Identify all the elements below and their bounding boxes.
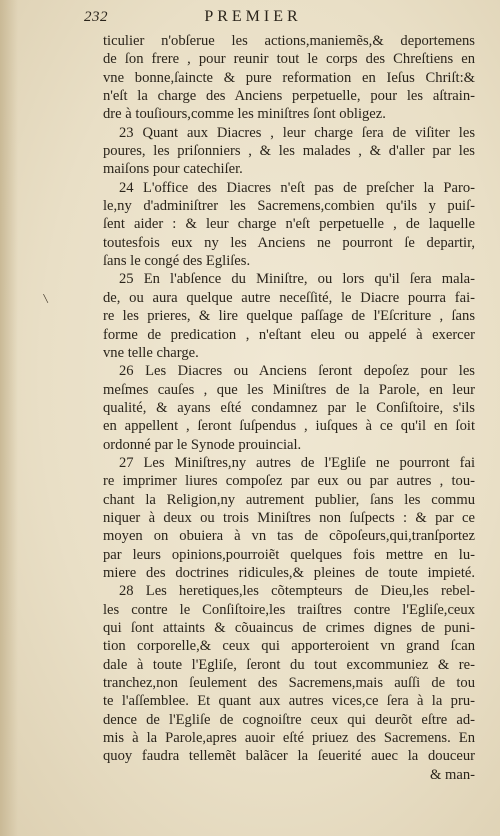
text-line: meſmes cauſes , que les Miniſtres de la Parole, en leur	[103, 381, 475, 398]
text-line: forme de predication , n'eſtant eleu ou appelé à exercer	[103, 326, 475, 343]
running-title: PREMIER	[204, 8, 302, 25]
text-line: dre à touſiours,comme les miniſtres ſont obligez.	[103, 106, 386, 123]
text-line: vne telle charge.	[103, 344, 199, 361]
text-line: chant la Religion,ny autrement publier, ſans les commu	[103, 491, 475, 508]
text-line: de ſon frere , pour reunir tout le corps des Chreſtiens en	[103, 51, 475, 68]
text-line: & man-	[430, 766, 475, 783]
text-line: ticulier n'obſerue les actions,maniemẽs,& deportemens	[103, 33, 475, 49]
text-line: dence de l'Egliſe de cognoiſtre ceux qui deurõt eſtre ad-	[103, 711, 475, 728]
margin-mark: \	[42, 291, 49, 308]
text-line: toutesfois eux ny les Anciens ne pourront ſe departir,	[103, 234, 475, 251]
text-line: ſans le congé des Egliſes.	[103, 253, 251, 270]
text-line: quoy faudra tellemẽt balãcer la ſeuerité auec la douceur	[103, 748, 475, 765]
page-header	[84, 8, 472, 28]
text-line: 28 Les heretiques,les cõtempteurs de Dieu,les rebel-	[119, 583, 475, 600]
text-line: tion corporelle,& ceux qui apporteroient vn grand ſcan	[103, 638, 475, 655]
text-line: vne bonne,ſaincte & pure reformation en Ieſus Chriſt:&	[103, 69, 475, 86]
text-line: 23 Quant aux Diacres , leur charge ſera de viſiter les	[119, 124, 475, 141]
text-line: qualité, & ayans eſté condamnez par le Conſiſtoire, s'ils	[103, 399, 475, 416]
page-number: 232	[84, 9, 108, 25]
text-line: tranchez,non ſeulement des Sacremens,mais auſſi de tou	[103, 675, 475, 692]
text-line: 27 Les Miniſtres,ny autres de l'Egliſe ne pourront fai	[119, 454, 475, 471]
page-edge-shadow	[0, 0, 18, 836]
text-line: par leurs opinions,pourroiẽt quelques fois mettre en lu-	[103, 546, 475, 563]
text-line: 24 L'office des Diacres n'eſt pas de preſcher la Paro-	[119, 179, 475, 196]
text-line: poures, les priſonniers , & les malades , & d'aller par les	[103, 143, 475, 160]
text-line: maiſons pour catechiſer.	[103, 161, 243, 178]
text-line: 25 En l'abſence du Miniſtre, ou lors qu'il ſera mala-	[119, 271, 475, 288]
text-line: les contre le Conſiſtoire,les traiſtres contre l'Egliſe,ceux	[103, 601, 475, 618]
text-line: de, ou aura quelque autre neceſſité, le Diacre pourra fai-	[103, 289, 475, 306]
text-line: ordonné par le Synode prouincial.	[103, 436, 302, 453]
text-line: qui ſont attaints & cõuaincus de crimes dignes de puni-	[103, 620, 475, 636]
text-line: re les prieres, & lire quelque paſſage de l'Eſcriture , ſans	[103, 308, 475, 325]
text-line: re imprimer liures compoſez par eux ou par autres , tou-	[103, 473, 475, 490]
text-line: miere des doctrines ridicules,& pleines de toute impieté.	[103, 564, 475, 581]
text-line: moyen on obuiera à vn tas de cõpoſeurs,qui,tranſportez	[103, 528, 475, 545]
text-line: dale à toute l'Egliſe, ſeront du tout excommuniez & re-	[103, 656, 475, 673]
text-line: n'eſt la charge des Anciens perpetuelle, pour les aſtrain-	[103, 88, 475, 105]
text-line: 26 Les Diacres ou Anciens ſeront depoſez pour les	[119, 363, 475, 380]
text-line: le,ny d'adminiſtrer les Sacremens,combien qu'ils y puiſ-	[103, 198, 475, 215]
text-line: te l'aſſemblee. Et quant aux autres vices,ce ſera à la pru-	[103, 693, 475, 710]
text-line: ſent aider : & leur charge n'eſt perpetuelle , de laquelle	[103, 216, 475, 233]
text-line: mis à la Parole,apres auoir eſté priuez des Sacremens. En	[103, 730, 475, 747]
body-text	[103, 32, 475, 784]
text-line: niquer à deux ou trois Miniſtres non ſuſpects : & par ce	[103, 509, 475, 526]
text-line: en appellent , ſeront ſuſpendus , iuſques à ce qu'il en ſoit	[103, 418, 475, 435]
